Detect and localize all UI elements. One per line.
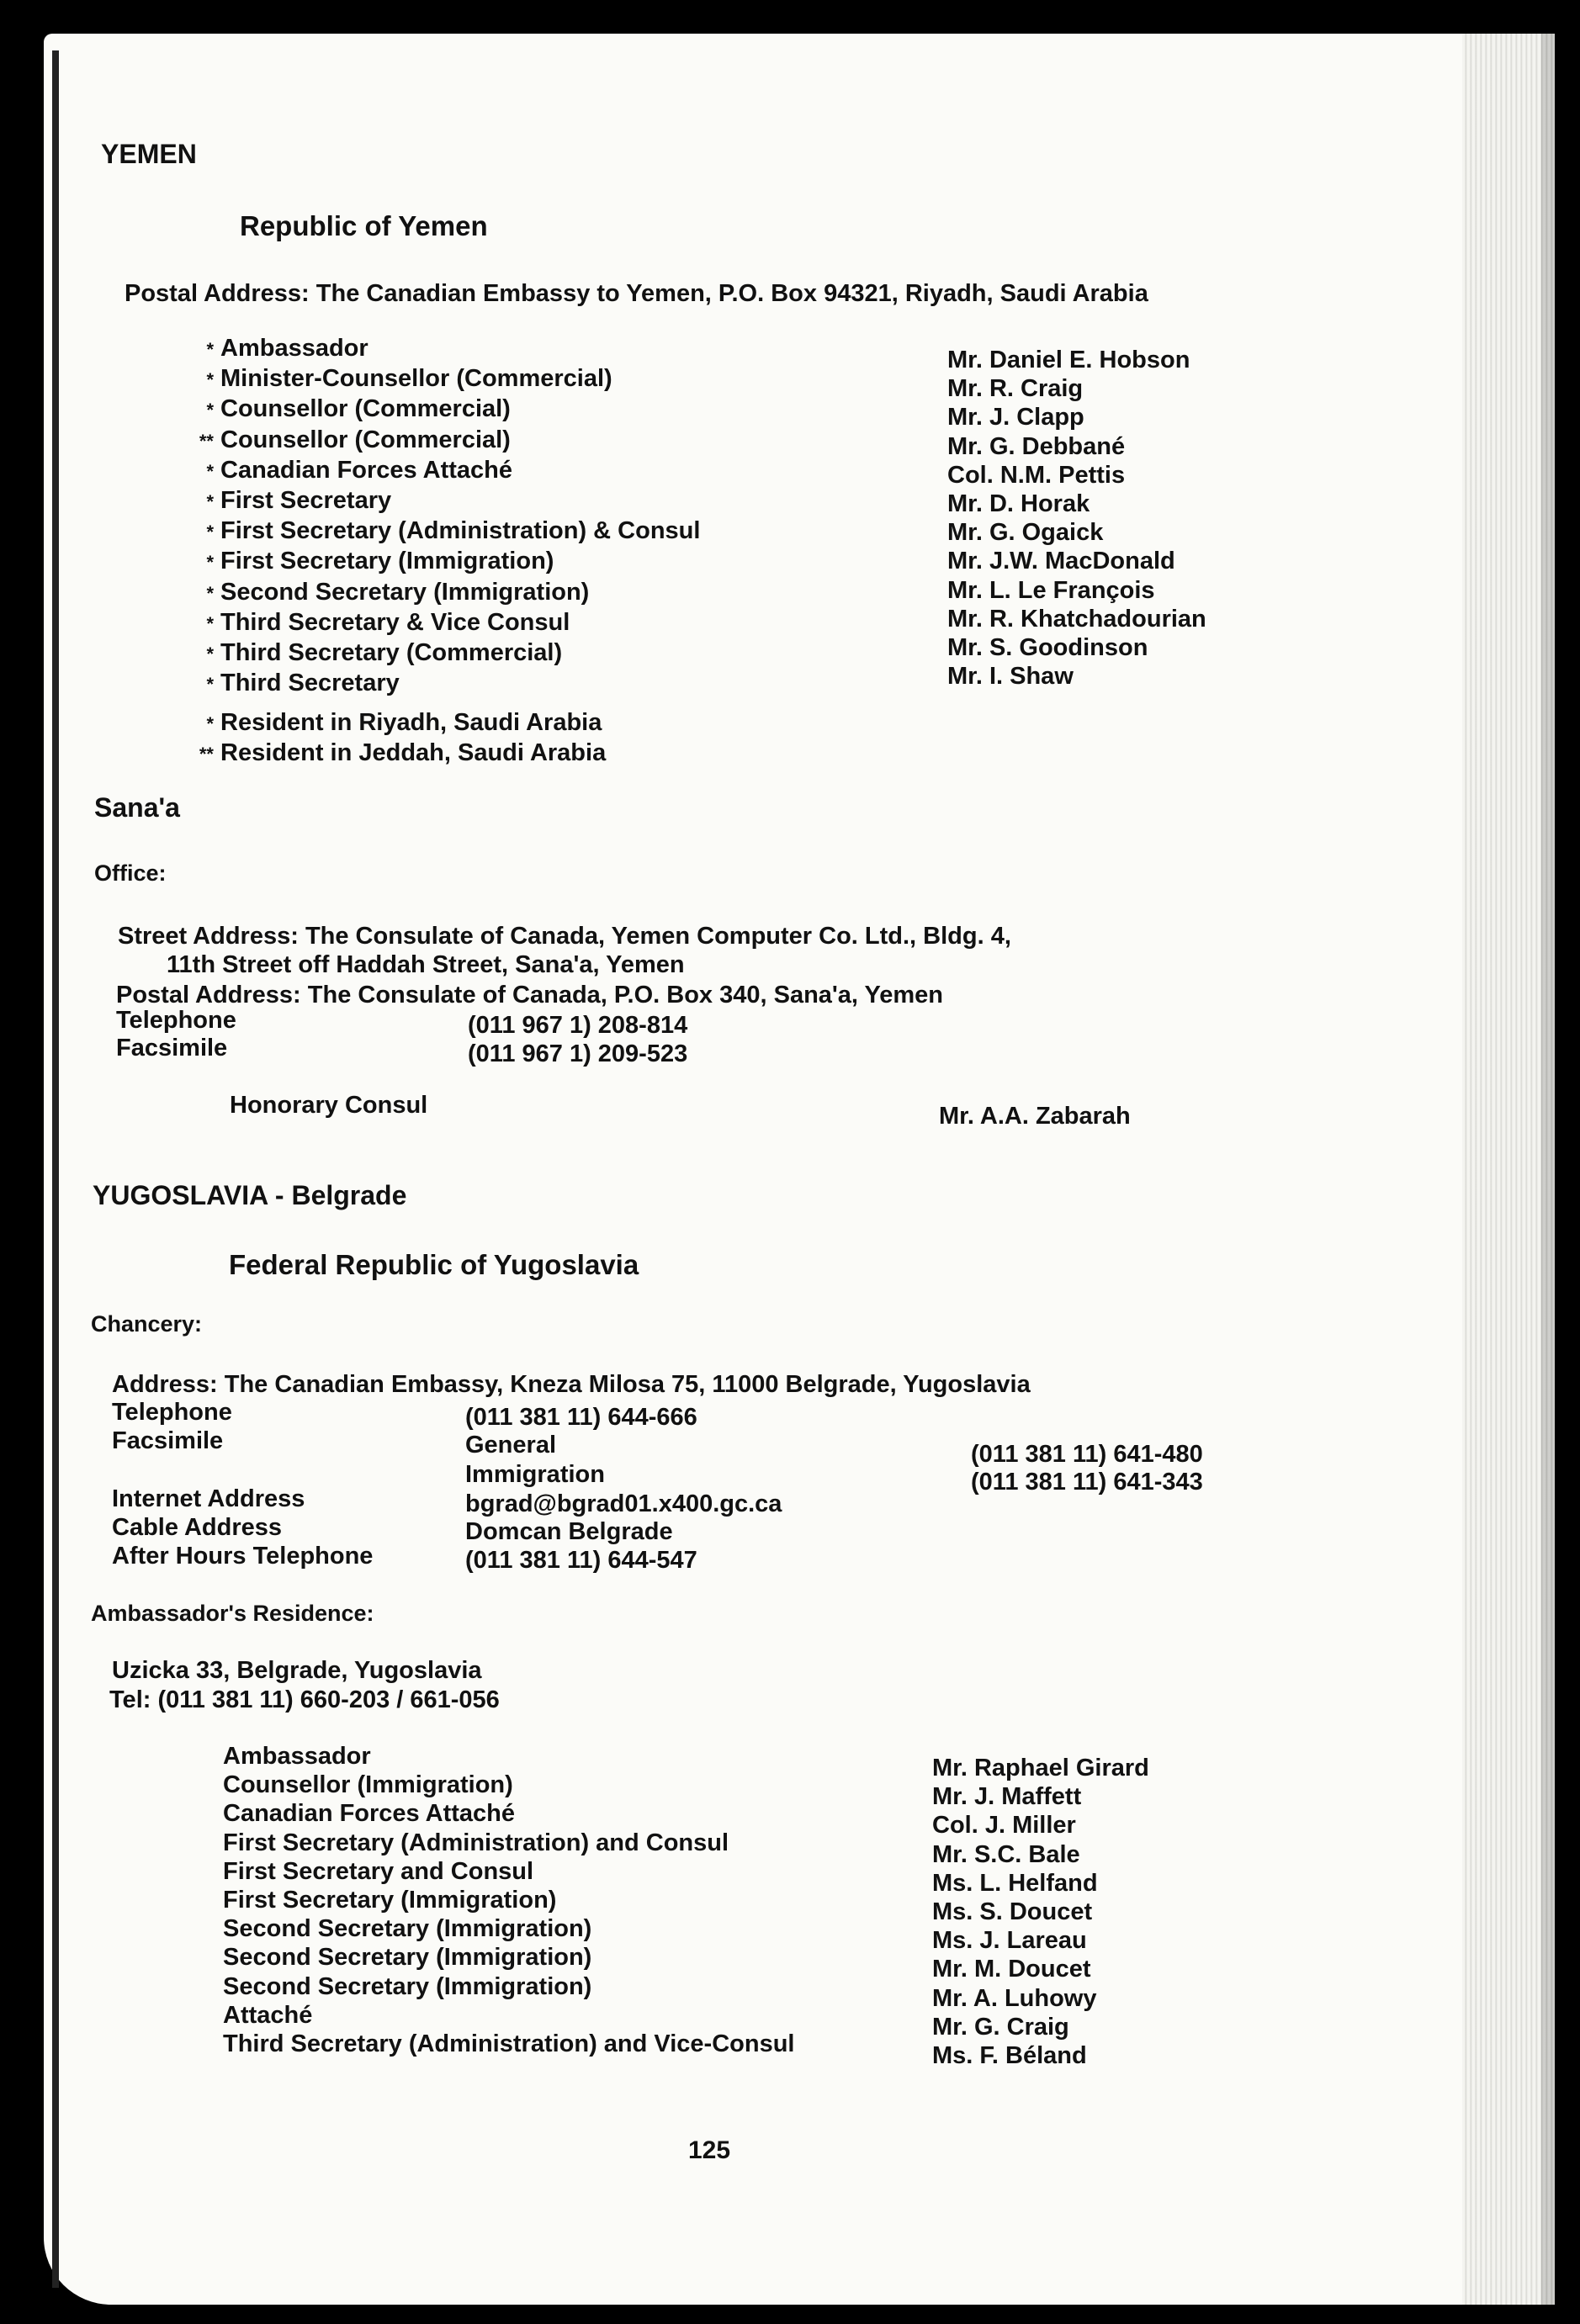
staff-name-text: Mr. S. Goodinson	[947, 634, 1148, 662]
footnote-text: Resident in Riyadh, Saudi Arabia	[220, 709, 602, 736]
belgrade-cable-label: Cable Address	[112, 1514, 282, 1541]
sanaa-street-line1: Street Address: The Consulate of Canada, Yemen Computer Co. Ltd., Bldg. 4,	[118, 923, 1011, 950]
footnote-mark: *	[206, 674, 214, 696]
staff-name-text: Mr. J. Clapp	[947, 404, 1084, 431]
residence-address: Uzicka 33, Belgrade, Yugoslavia	[112, 1657, 482, 1684]
staff-name-text: Mr. L. Le François	[947, 576, 1155, 604]
staff-title-text: Ambassador	[223, 1743, 371, 1770]
country-heading-yemen: YEMEN	[101, 139, 197, 169]
staff-name	[947, 346, 1206, 374]
belgrade-fax-immigration: (011 381 11) 641-343	[971, 1469, 1203, 1496]
footnote-mark: *	[206, 643, 214, 665]
yemen-postal-address: Postal Address: The Canadian Embassy to Yemen, P.O. Box 94321, Riyadh, Saudi Arabia	[125, 280, 1148, 307]
staff-title	[177, 608, 700, 638]
staff-name-text: Mr. J.W. MacDonald	[947, 548, 1175, 575]
staff-name-text: Mr. G. Debbané	[947, 432, 1126, 460]
staff-name	[932, 1754, 1149, 1782]
sanaa-telephone-label: Telephone	[116, 1007, 236, 1034]
staff-name	[947, 576, 1206, 605]
footnote-mark: **	[199, 744, 214, 765]
footnote-mark: *	[206, 521, 214, 543]
staff-title-text: Third Secretary (Commercial)	[220, 639, 563, 667]
belgrade-address: Address: The Canadian Embassy, Kneza Milosa 75, 11000 Belgrade, Yugoslavia	[112, 1371, 1031, 1398]
sanaa-street-line2: 11th Street off Haddah Street, Sana'a, Yemen	[167, 951, 685, 978]
footnote-mark: *	[206, 582, 214, 604]
staff-title	[177, 669, 700, 699]
staff-title-text: Ambassador	[220, 335, 368, 362]
staff-name	[932, 1898, 1149, 1926]
staff-title	[223, 1799, 794, 1828]
staff-title-text: Canadian Forces Attaché	[220, 456, 513, 484]
belgrade-fax-label: Facsimile	[112, 1427, 224, 1454]
staff-name-text: Mr. M. Doucet	[932, 1956, 1091, 1983]
sanaa-telephone: (011 967 1) 208-814	[468, 1012, 688, 1039]
footnote	[177, 738, 606, 769]
staff-name	[932, 1869, 1149, 1898]
belgrade-fax-immigration-label: Immigration	[465, 1461, 605, 1488]
staff-name-text: Mr. A. Luhowy	[932, 1984, 1097, 2012]
staff-title	[223, 1829, 794, 1857]
staff-title-text: First Secretary	[220, 487, 392, 515]
staff-title	[177, 364, 700, 394]
staff-title-text: Canadian Forces Attaché	[223, 1800, 516, 1828]
chancery-label: Chancery:	[91, 1311, 203, 1337]
staff-name	[947, 461, 1206, 490]
staff-title-text: Counsellor (Immigration)	[223, 1771, 513, 1799]
staff-title-text: Second Secretary (Immigration)	[223, 1915, 592, 1943]
page-edge-stack	[1462, 34, 1555, 2305]
staff-name	[947, 547, 1206, 575]
staff-title-text: First Secretary (Immigration)	[223, 1887, 557, 1914]
belgrade-after-hours-label: After Hours Telephone	[112, 1543, 374, 1570]
staff-title	[177, 547, 700, 577]
footnote-mark: *	[206, 612, 214, 634]
sanaa-fax: (011 967 1) 209-523	[468, 1040, 688, 1067]
sanaa-consul-name: Mr. A.A. Zabarah	[939, 1103, 1131, 1130]
staff-title-text: Third Secretary (Administration) and Vice-Consul	[223, 2030, 795, 2058]
staff-title-text: Minister-Counsellor (Commercial)	[220, 365, 612, 393]
staff-title	[223, 1771, 794, 1799]
staff-title-text: First Secretary (Administration) & Consul	[220, 517, 701, 545]
staff-title-text: Third Secretary	[220, 670, 400, 697]
staff-name-text: Ms. L. Helfand	[932, 1869, 1098, 1897]
staff-title	[223, 2001, 794, 2030]
yemen-staff-titles	[177, 334, 700, 699]
staff-name	[947, 490, 1206, 518]
country-heading-yugoslavia: YUGOSLAVIA - Belgrade	[93, 1180, 407, 1210]
footnote-mark: *	[206, 400, 214, 421]
staff-name-text: Col. N.M. Pettis	[947, 461, 1126, 489]
staff-name	[947, 403, 1206, 431]
footnote-text: Resident in Jeddah, Saudi Arabia	[220, 739, 607, 767]
yugoslavia-staff-titles	[223, 1742, 794, 2058]
staff-title-text: Third Secretary & Vice Consul	[220, 608, 570, 636]
staff-title-text: First Secretary (Administration) and Consul	[223, 1829, 729, 1856]
belgrade-fax-general-label: General	[465, 1432, 556, 1458]
staff-name	[947, 432, 1206, 461]
staff-title	[177, 394, 700, 425]
staff-name-text: Mr. J. Maffett	[932, 1783, 1082, 1811]
staff-name	[932, 1984, 1149, 2013]
staff-name-text: Mr. S.C. Bale	[932, 1840, 1080, 1868]
footnote-mark: *	[206, 339, 214, 360]
staff-title	[223, 1914, 794, 1943]
staff-name	[947, 518, 1206, 547]
staff-title	[177, 638, 700, 669]
staff-name	[947, 605, 1206, 633]
staff-title	[223, 1943, 794, 1972]
footnote-mark: **	[199, 430, 214, 452]
belgrade-internet-address: bgrad@bgrad01.x400.gc.ca	[465, 1490, 782, 1517]
staff-name-text: Mr. R. Khatchadourian	[947, 605, 1206, 633]
staff-title-text: First Secretary and Consul	[223, 1857, 534, 1885]
staff-name	[932, 2013, 1149, 2041]
staff-title	[223, 2030, 794, 2058]
official-name-yugoslavia: Federal Republic of Yugoslavia	[229, 1249, 639, 1280]
staff-name-text: Mr. D. Horak	[947, 490, 1090, 518]
sanaa-heading: Sana'a	[94, 792, 180, 823]
staff-title	[177, 516, 700, 547]
belgrade-telephone-label: Telephone	[112, 1399, 232, 1426]
belgrade-telephone: (011 381 11) 644-666	[465, 1404, 697, 1431]
staff-title	[177, 486, 700, 516]
official-name-yemen: Republic of Yemen	[240, 210, 488, 241]
staff-name-text: Mr. Raphael Girard	[932, 1755, 1149, 1781]
belgrade-after-hours-telephone: (011 381 11) 644-547	[465, 1547, 697, 1574]
staff-name-text: Col. J. Miller	[932, 1812, 1076, 1840]
sanaa-fax-label: Facsimile	[116, 1035, 228, 1061]
footnote-mark: *	[206, 552, 214, 574]
footnote	[177, 708, 606, 738]
staff-title-text: Counsellor (Commercial)	[220, 426, 511, 453]
residence-label: Ambassador's Residence:	[91, 1601, 374, 1626]
sanaa-office-label: Office:	[94, 860, 167, 886]
staff-name	[947, 633, 1206, 662]
belgrade-fax-general: (011 381 11) 641-480	[971, 1441, 1203, 1468]
yemen-staff-names	[947, 346, 1206, 691]
staff-title	[177, 334, 700, 364]
staff-name-text: Mr. G. Ogaick	[947, 519, 1104, 547]
staff-name	[932, 1811, 1149, 1840]
residence-telephone: Tel: (011 381 11) 660-203 / 661-056	[109, 1686, 500, 1713]
staff-title-text: First Secretary (Immigration)	[220, 548, 554, 575]
staff-title	[223, 1886, 794, 1914]
staff-name-text: Mr. G. Craig	[932, 2013, 1069, 2041]
sanaa-postal-address: Postal Address: The Consulate of Canada, P.O. Box 340, Sana'a, Yemen	[116, 982, 944, 1008]
staff-title	[223, 1972, 794, 2001]
staff-name-text: Ms. F. Béland	[932, 2042, 1087, 2070]
staff-name-text: Ms. S. Doucet	[932, 1898, 1093, 1926]
staff-name-text: Mr. Daniel E. Hobson	[947, 347, 1190, 373]
staff-title-text: Second Secretary (Immigration)	[223, 1972, 592, 2000]
staff-name-text: Mr. I. Shaw	[947, 663, 1074, 691]
sanaa-consul-title: Honorary Consul	[230, 1092, 428, 1119]
staff-title	[177, 426, 700, 456]
staff-title	[223, 1742, 794, 1771]
yemen-footnotes	[177, 708, 606, 769]
yugoslavia-staff-names	[932, 1754, 1149, 2070]
staff-name	[947, 662, 1206, 691]
staff-name	[932, 2041, 1149, 2070]
staff-name	[932, 1926, 1149, 1955]
belgrade-internet-label: Internet Address	[112, 1485, 305, 1512]
staff-name	[947, 374, 1206, 403]
belgrade-cable-address: Domcan Belgrade	[465, 1518, 673, 1545]
footnote-mark: *	[206, 491, 214, 513]
staff-title-text: Attaché	[223, 2001, 313, 2029]
staff-title	[177, 456, 700, 486]
staff-name-text: Ms. J. Lareau	[932, 1927, 1087, 1955]
staff-name	[932, 1955, 1149, 1983]
page-number: 125	[688, 2136, 731, 2164]
book-spine	[52, 50, 59, 2288]
footnote-mark: *	[206, 713, 214, 734]
staff-name	[932, 1840, 1149, 1869]
staff-title	[177, 578, 700, 608]
footnote-mark: *	[206, 369, 214, 391]
staff-title-text: Second Secretary (Immigration)	[223, 1944, 592, 1972]
footnote-mark: *	[206, 460, 214, 482]
staff-title-text: Counsellor (Commercial)	[220, 395, 511, 423]
staff-name	[932, 1782, 1149, 1811]
staff-title	[223, 1857, 794, 1886]
staff-title-text: Second Secretary (Immigration)	[220, 578, 590, 606]
staff-name-text: Mr. R. Craig	[947, 375, 1084, 403]
